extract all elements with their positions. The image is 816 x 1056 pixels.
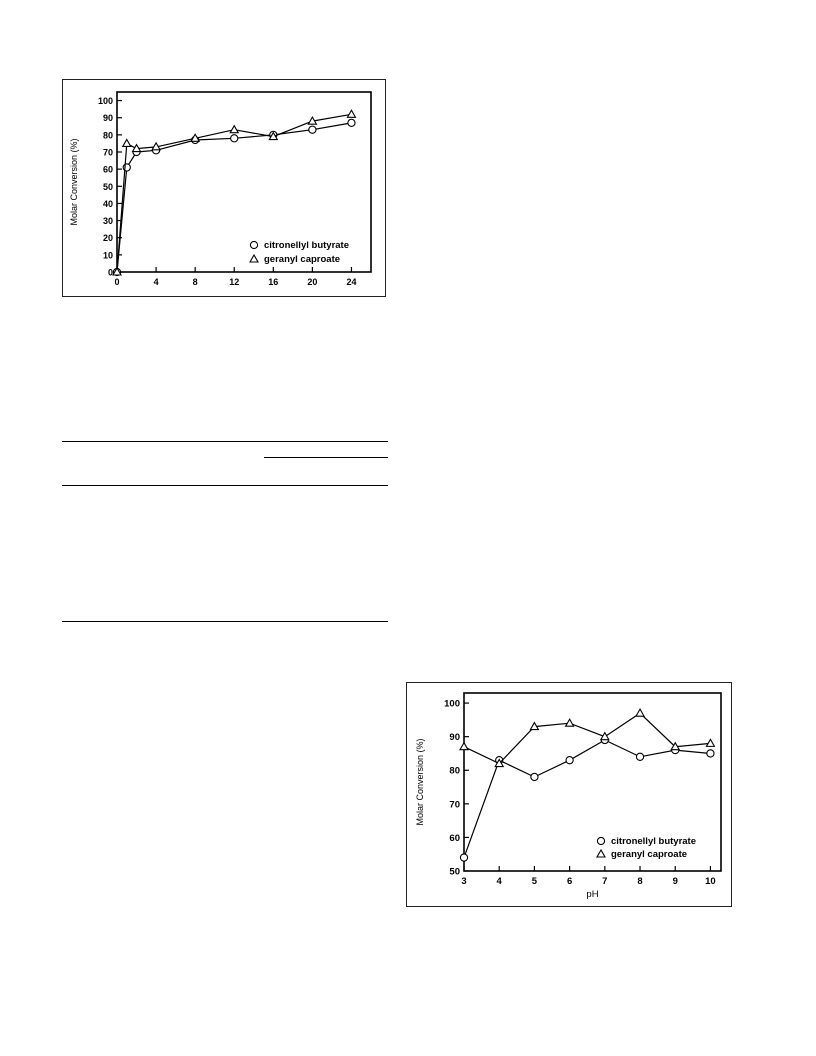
data-point-triangle: [566, 719, 574, 726]
y-tick-label: 100: [444, 698, 460, 710]
x-tick-label: 24: [346, 277, 357, 287]
x-tick-label: 0: [114, 277, 120, 287]
y-tick-label: 80: [102, 130, 113, 141]
legend-label: citronellyl butyrate: [611, 836, 696, 847]
table-bottom-rule: [62, 621, 388, 622]
data-point-triangle: [347, 110, 355, 117]
data-point-circle: [566, 757, 573, 764]
data-point-triangle: [123, 139, 131, 146]
x-tick-label: 8: [637, 876, 643, 887]
table-header-rule: [62, 485, 388, 486]
x-tick-label: 3: [461, 876, 467, 887]
x-tick-label: 10: [705, 876, 716, 887]
x-tick-label: 16: [268, 277, 279, 287]
conversion-ph-figure: [406, 682, 732, 907]
data-point-triangle: [230, 126, 238, 133]
y-tick-label: 70: [449, 799, 460, 811]
data-point-circle: [636, 753, 643, 760]
legend-marker-circle: [597, 837, 604, 844]
legend-label: geranyl caproate: [264, 254, 341, 265]
legend-label: geranyl caproate: [611, 849, 688, 860]
conversion-time-figure: [62, 79, 386, 297]
y-tick-label: 20: [102, 233, 113, 244]
x-tick-label: 5: [531, 876, 538, 887]
y-tick-label: 10: [102, 250, 113, 261]
y-tick-label: 30: [102, 216, 113, 227]
x-tick-label: 8: [192, 277, 198, 287]
data-point-circle: [460, 854, 467, 861]
data-point-triangle: [706, 739, 714, 746]
data-point-circle: [531, 773, 538, 780]
y-tick-label: 80: [449, 765, 460, 777]
y-tick-label: 60: [102, 164, 113, 175]
data-point-circle: [348, 119, 355, 126]
y-tick-label: 50: [449, 866, 460, 878]
y-tick-label: 90: [102, 113, 113, 124]
data-point-triangle: [460, 743, 468, 750]
y-tick-label: 100: [97, 96, 113, 107]
x-tick-label: 9: [672, 876, 678, 887]
y-tick-label: 70: [102, 147, 113, 158]
y-tick-label: 60: [449, 832, 460, 844]
x-tick-label: 4: [496, 876, 502, 887]
series-line-geranyl-caproate: [464, 713, 710, 763]
table-top-rule: [62, 441, 388, 442]
y-axis-label: Molar Conversion (%): [69, 138, 79, 226]
x-tick-label: 7: [602, 876, 608, 887]
y-tick-label: 40: [102, 198, 113, 209]
x-axis-label: pH: [586, 889, 599, 900]
data-point-circle: [309, 126, 316, 133]
data-point-circle: [231, 135, 238, 142]
data-point-triangle: [636, 709, 644, 716]
table-column-group-rule: [264, 457, 388, 458]
data-point-circle: [707, 750, 714, 757]
y-tick-label: 50: [102, 181, 113, 192]
x-tick-label: 6: [566, 876, 573, 887]
y-tick-label: 0: [107, 267, 113, 278]
y-axis-label: Molar Conversion (%): [415, 738, 425, 826]
y-tick-label: 90: [449, 732, 460, 744]
x-tick-label: 4: [153, 277, 159, 287]
legend-label: citronellyl butyrate: [264, 240, 349, 251]
conversion-ph-chart: [407, 683, 733, 908]
x-tick-label: 20: [307, 277, 318, 287]
x-tick-label: 12: [229, 277, 240, 287]
legend-marker-circle: [250, 241, 257, 248]
legend-marker-triangle: [597, 850, 605, 857]
legend-marker-triangle: [250, 255, 258, 262]
conversion-time-chart: [63, 80, 387, 298]
